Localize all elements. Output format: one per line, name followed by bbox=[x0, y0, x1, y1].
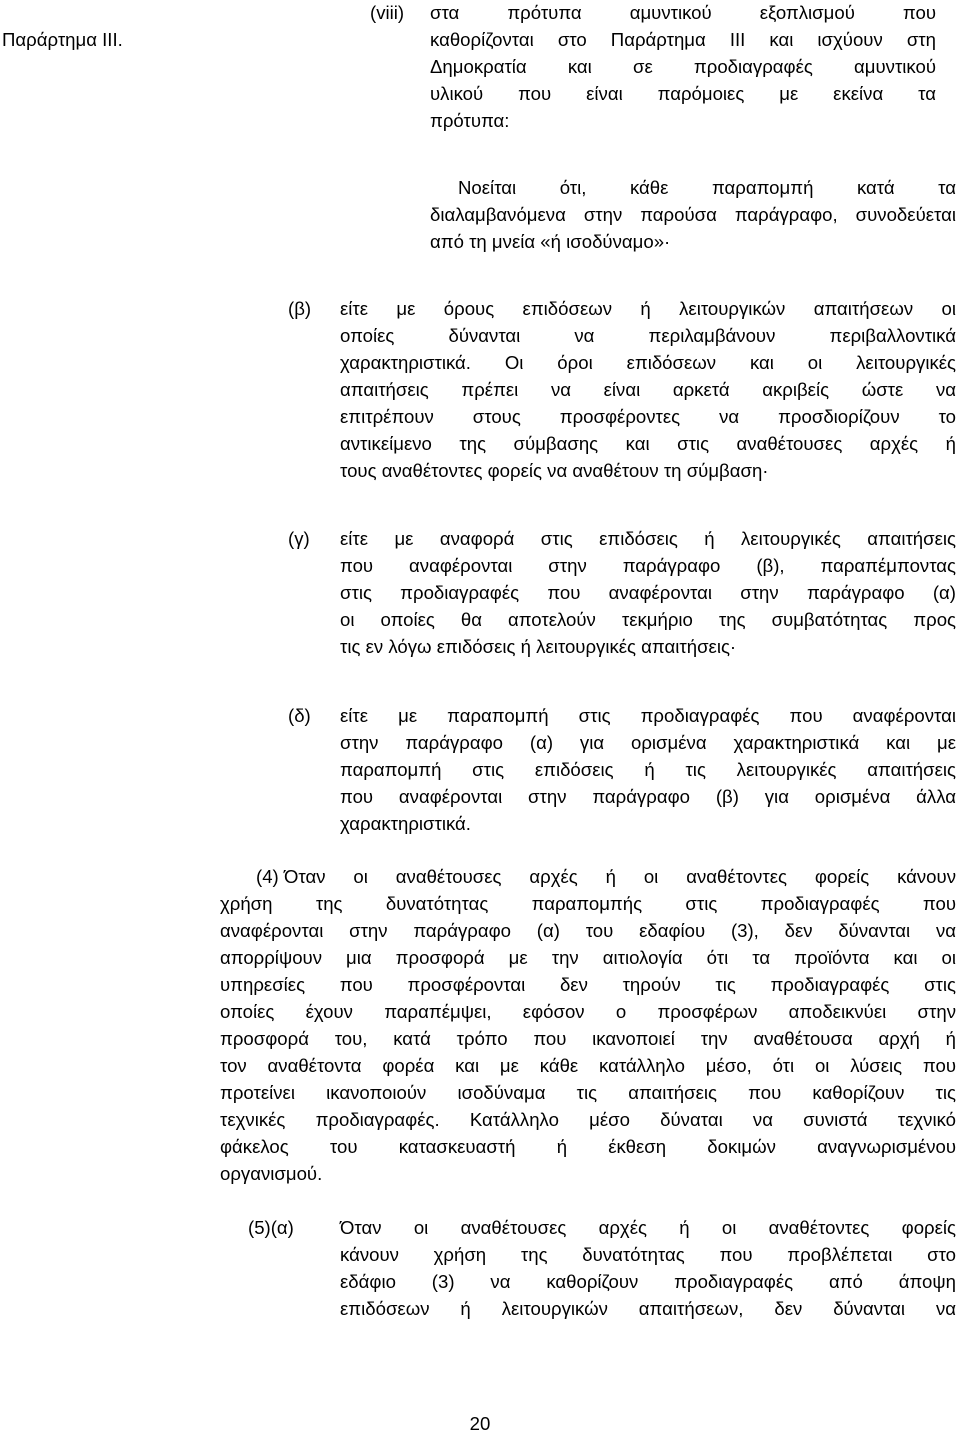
subsection-4-line: οργανισμού. bbox=[220, 1163, 323, 1184]
subsection-4-line: υπηρεσίες που προσφέρονται δεν τηρούν τις προδιαγραφές στις bbox=[220, 974, 956, 995]
para-b-line: αντικείμενο της σύμβασης και στις αναθέτουσες αρχές ή bbox=[340, 433, 956, 454]
para-b-line: απαιτήσεις πρέπει να είναι αρκετά ακριβείς ώστε να bbox=[340, 379, 956, 400]
para-d-line: που αναφέρονται στην παράγραφο (β) για ορισμένα άλλα bbox=[340, 786, 956, 807]
para-viii-label: (viii) bbox=[370, 2, 405, 23]
para-b-line: τους αναθέτοντες φορείς να αναθέτουν τη σύμβαση· bbox=[340, 460, 769, 481]
subsection-4-line: φάκελος του κατασκευαστή ή έκθεση δοκιμών αναγνωρισμένου bbox=[220, 1136, 956, 1157]
page-number: 20 bbox=[469, 1413, 491, 1434]
para-b-line: χαρακτηριστικά. Οι όροι επιδόσεων και οι λειτουργικές bbox=[340, 352, 956, 373]
para-viii-line: πρότυπα: bbox=[430, 110, 510, 131]
subsection-5a-label: (5)(α) bbox=[248, 1217, 294, 1238]
subsection-4-line: Όταν οι αναθέτουσες αρχές ή οι αναθέτοντες φορείς κάνουν bbox=[284, 866, 956, 887]
para-b-label: (β) bbox=[288, 298, 312, 319]
para-viii-line: Δημοκρατία και σε προδιαγραφές αμυντικού bbox=[430, 56, 936, 77]
subsection-5a-line: κάνουν χρήση της δυνατότητας που προβλέπεται στο bbox=[340, 1244, 956, 1265]
subsection-4-label: (4) bbox=[256, 866, 279, 887]
para-viii-line: υλικού που είναι παρόμοιες με εκείνα τα bbox=[430, 83, 936, 104]
para-d-line: είτε με παραπομπή στις προδιαγραφές που αναφέρονται bbox=[340, 705, 956, 726]
subsection-4-line: αναφέρονται στην παράγραφο (α) του εδαφίου (3), δεν δύνανται να bbox=[220, 920, 956, 941]
para-b-line: επιτρέπουν στους προσφέροντες να προσδιορίζουν το bbox=[340, 406, 956, 427]
para-g-line: τις εν λόγω επιδόσεις ή λειτουργικές απαιτήσεις· bbox=[340, 636, 737, 657]
para-d-label: (δ) bbox=[288, 705, 311, 726]
para-d-line: παραπομπή στις επιδόσεις ή τις λειτουργικές απαιτήσεις bbox=[340, 759, 956, 780]
para-b-line: είτε με όρους επιδόσεων ή λειτουργικών απαιτήσεων οι bbox=[340, 298, 956, 319]
subsection-4-line: χρήση της δυνατότητας παραπομπής στις προδιαγραφές που bbox=[220, 893, 956, 914]
para-viii-line: στα πρότυπα αμυντικού εξοπλισμού που bbox=[430, 2, 936, 23]
subsection-4-line: τεχνικές προδιαγραφές. Κατάλληλο μέσο δύναται να συνιστά τεχνικό bbox=[220, 1109, 956, 1130]
para-g-line: οι οποίες θα αποτελούν τεκμήριο της συμβατότητας προς bbox=[340, 609, 956, 630]
para-d-line: χαρακτηριστικά. bbox=[340, 813, 471, 834]
proviso-line: από τη μνεία «ή ισοδύναμο»· bbox=[430, 231, 671, 252]
subsection-4-line: προτείνει ικανοποιούν ισοδύναμα τις απαιτήσεις που καθορίζουν τις bbox=[220, 1082, 956, 1103]
para-b-line: οποίες δύνανται να περιλαμβάνουν περιβαλλοντικά bbox=[340, 325, 956, 346]
subsection-4-line: τον αναθέτοντα φορέα και με κάθε κατάλληλο μέσο, ότι οι λύσεις που bbox=[220, 1055, 956, 1076]
proviso-line: Νοείται ότι, κάθε παραπομπή κατά τα bbox=[458, 177, 956, 198]
subsection-5a-line: επιδόσεων ή λειτουργικών απαιτήσεων, δεν δύνανται να bbox=[340, 1298, 956, 1319]
subsection-5a-line: εδάφιο (3) να καθορίζουν προδιαγραφές από άποψη bbox=[340, 1271, 956, 1292]
para-g-label: (γ) bbox=[288, 528, 310, 549]
para-d-line: στην παράγραφο (α) για ορισμένα χαρακτηριστικά και με bbox=[340, 732, 956, 753]
para-g-line: είτε με αναφορά στις επιδόσεις ή λειτουργικές απαιτήσεις bbox=[340, 528, 956, 549]
para-g-line: στις προδιαγραφές που αναφέρονται στην παράγραφο (α) bbox=[340, 582, 956, 603]
subsection-4-line: προσφορά του, κατά τρόπο που ικανοποιεί την αναθέτουσα αρχή ή bbox=[220, 1028, 956, 1049]
subsection-4-line: απορρίψουν μια προσφορά με την αιτιολογία ότι τα προϊόντα και οι bbox=[220, 947, 956, 968]
proviso-line: διαλαμβανόμενα στην παρούσα παράγραφο, συνοδεύεται bbox=[430, 204, 956, 225]
subsection-5a-line: Όταν οι αναθέτουσες αρχές ή οι αναθέτοντες φορείς bbox=[340, 1217, 956, 1238]
para-g-line: που αναφέρονται στην παράγραφο (β), παραπέμποντας bbox=[340, 555, 956, 576]
para-viii-line: καθορίζονται στο Παράρτημα ΙΙΙ και ισχύουν στη bbox=[430, 29, 936, 50]
subsection-4-line: οποίες έχουν παραπέμψει, εφόσον ο προσφέρων αποδεικνύει στην bbox=[220, 1001, 956, 1022]
margin-note: Παράρτημα ΙΙΙ. bbox=[2, 29, 123, 50]
